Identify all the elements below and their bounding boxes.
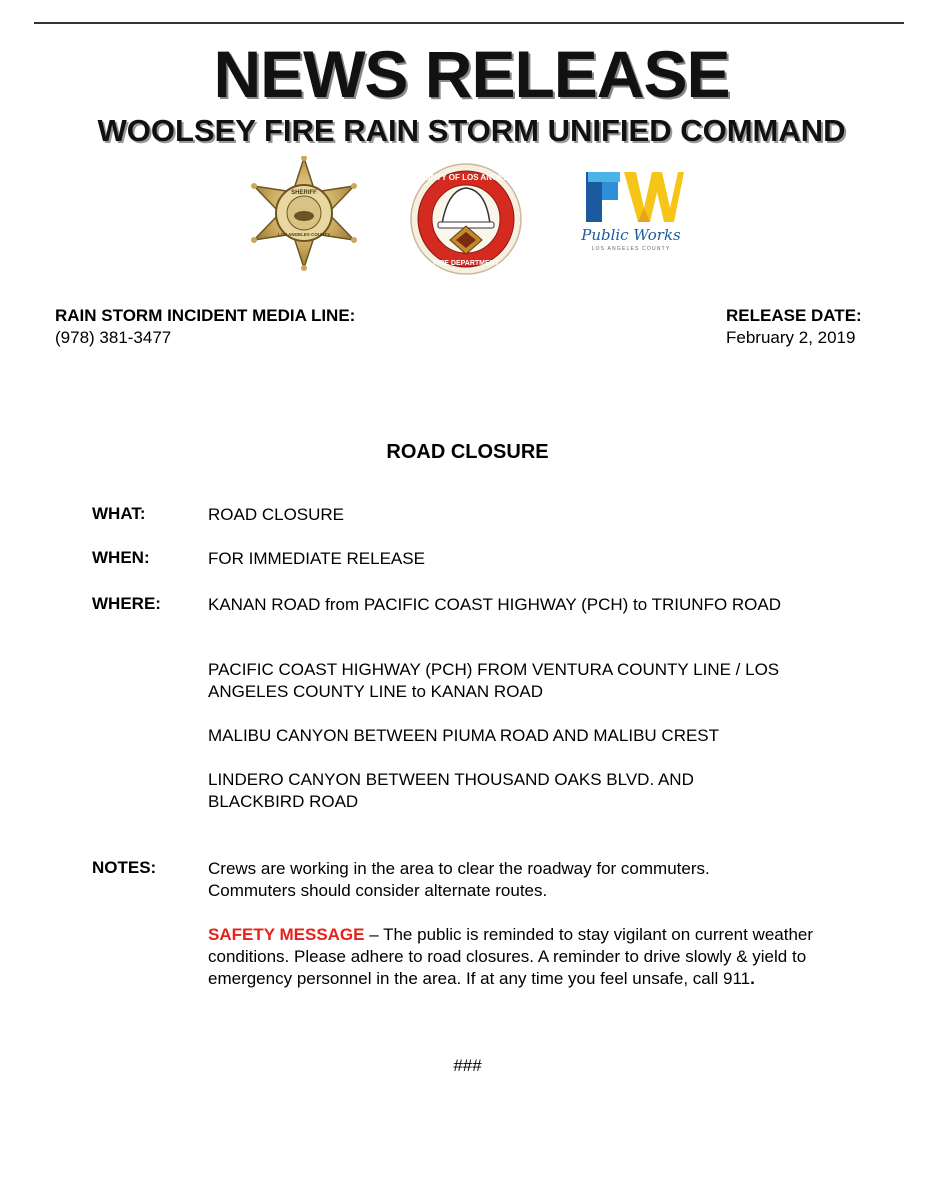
fire-department-logo <box>408 162 524 276</box>
where-item-3: MALIBU CANYON BETWEEN PIUMA ROAD AND MALIBU CREST <box>208 726 720 745</box>
what-label: WHAT: <box>92 504 146 523</box>
public-works-county: LOS ANGELES COUNTY <box>591 246 671 252</box>
public-works-logo <box>574 168 690 258</box>
safety-message-label: SAFETY MESSAGE <box>208 925 365 944</box>
safety-message <box>208 924 838 990</box>
where-item-1: KANAN ROAD from PACIFIC COAST HIGHWAY (PCH) to TRIUNFO ROAD <box>208 595 782 614</box>
where-label: WHERE: <box>92 594 161 613</box>
when-value: FOR IMMEDIATE RELEASE <box>208 549 425 568</box>
end-mark: ### <box>453 1056 482 1075</box>
when-label: WHEN: <box>92 548 150 567</box>
media-line-label: RAIN STORM INCIDENT MEDIA LINE: <box>55 306 356 325</box>
safety-message-text: – The public is reminded to stay vigilant on current weather conditions. Please adhere to road closures. A reminder to drive slowly & yield to emergency personnel in the area. If at any time you feel unsafe, call 911 <box>208 925 814 988</box>
release-date-value: February 2, 2019 <box>726 328 856 347</box>
sheriff-top-text: SHERIFF <box>291 190 317 196</box>
public-works-name: Public Works <box>581 226 681 244</box>
page-title: NEWS RELEASE <box>213 37 730 111</box>
what-value: ROAD CLOSURE <box>208 505 345 524</box>
release-date-label: RELEASE DATE: <box>726 306 862 325</box>
notes-text: Crews are working in the area to clear the roadway for commuters. Commuters should consider alternate routes. <box>208 859 710 900</box>
notes-label: NOTES: <box>92 858 157 877</box>
sheriff-bottom-text: LOS ANGELES COUNTY <box>277 232 331 237</box>
safety-message-end: . <box>750 969 755 988</box>
top-divider <box>34 22 904 24</box>
page-subtitle: WOOLSEY FIRE RAIN STORM UNIFIED COMMAND <box>97 113 846 148</box>
where-item-4: LINDERO CANYON BETWEEN THOUSAND OAKS BLVD. AND BLACKBIRD ROAD <box>208 770 694 811</box>
sheriff-star-logo <box>250 156 358 274</box>
section-heading: ROAD CLOSURE <box>386 441 549 463</box>
fire-top-text: COUNTY OF LOS ANGELES <box>412 173 520 182</box>
where-item-2: PACIFIC COAST HIGHWAY (PCH) FROM VENTURA COUNTY LINE / LOS ANGELES COUNTY LINE to KANAN ROAD <box>208 660 780 701</box>
media-line-phone: (978) 381-3477 <box>55 328 172 347</box>
fire-bottom-text: FIRE DEPARTMENT <box>433 260 499 267</box>
